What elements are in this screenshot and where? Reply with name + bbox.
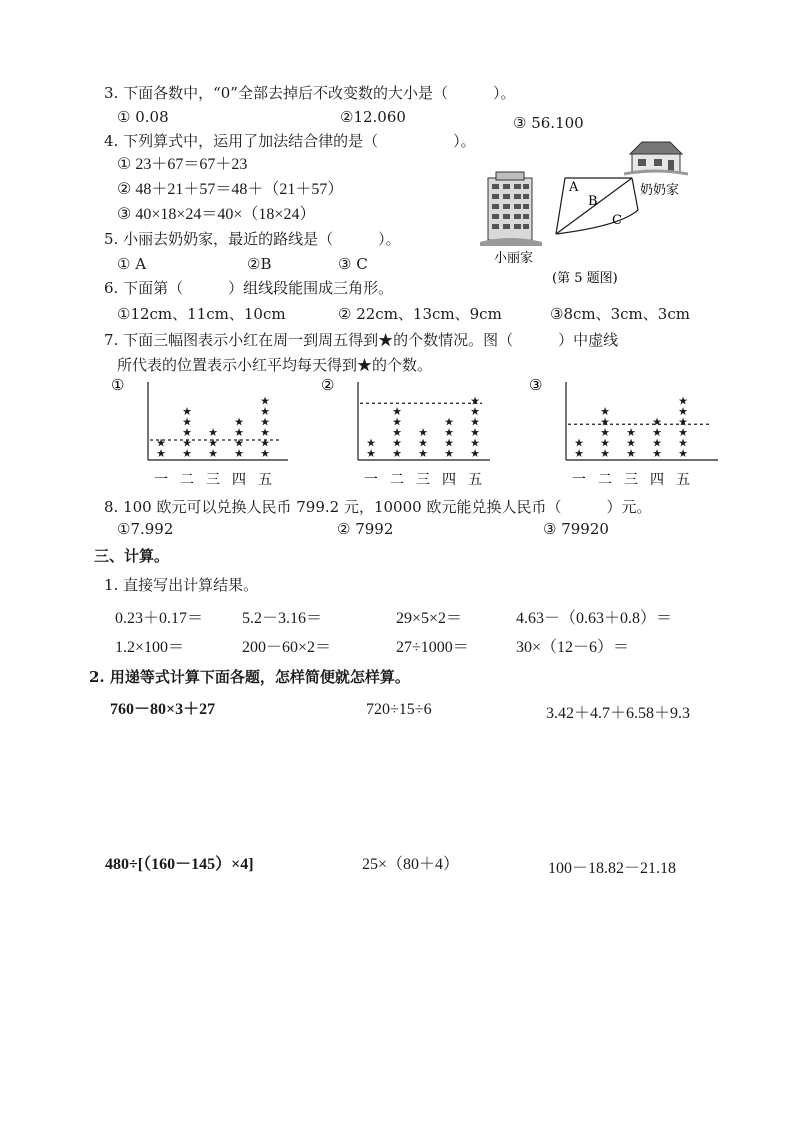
q4-stem: 4. 下列算式中，运用了加法结合律的是（ ）。 bbox=[104, 132, 476, 150]
star-mark: ★ bbox=[652, 415, 662, 429]
star-mark: ★ bbox=[574, 447, 584, 460]
star-mark: ★ bbox=[678, 426, 688, 439]
star-mark: ★ bbox=[652, 426, 662, 439]
star-mark: ★ bbox=[626, 426, 636, 439]
category-label: 二 bbox=[180, 472, 194, 488]
q5-stem: 5. 小丽去奶奶家，最近的路线是（ ）。 bbox=[104, 230, 401, 248]
calc2-r1-c1: 760－80×3＋27 bbox=[110, 701, 216, 718]
star-mark: ★ bbox=[366, 436, 376, 450]
q8-stem: 8. 100 欧元可以兑换人民币 799.2 元，10000 欧元能兑换人民币（ ）元。 bbox=[104, 498, 652, 516]
calc1-r1-c4: 4.63－（0.63＋0.8）＝ bbox=[516, 610, 673, 627]
calc1-r1-c3: 29×5×2＝ bbox=[396, 610, 463, 627]
star-mark: ★ bbox=[444, 415, 454, 429]
calc1-r2-c1: 1.2×100＝ bbox=[115, 639, 185, 656]
xiaoli-home-label: 小丽家 bbox=[494, 251, 534, 266]
star-mark: ★ bbox=[444, 426, 454, 439]
star-mark: ★ bbox=[600, 415, 610, 429]
q8-option-3: ③ 79920 bbox=[543, 520, 609, 538]
apartment-building-icon bbox=[480, 172, 542, 246]
star-mark: ★ bbox=[418, 426, 428, 439]
calc2-r2-c3: 100－18.82－21.18 bbox=[548, 860, 677, 877]
star-mark: ★ bbox=[678, 394, 688, 408]
q8-option-1: ①7.992 bbox=[117, 520, 174, 538]
category-label: 二 bbox=[598, 472, 612, 488]
star-mark: ★ bbox=[418, 447, 428, 460]
category-label: 五 bbox=[468, 472, 482, 488]
q5-route-figure bbox=[470, 136, 720, 286]
star-mark: ★ bbox=[182, 436, 192, 450]
star-mark: ★ bbox=[418, 436, 428, 450]
panel-label: ③ bbox=[529, 376, 543, 394]
house-icon bbox=[624, 142, 688, 174]
pictograph-panel-2 bbox=[321, 376, 490, 488]
star-mark: ★ bbox=[392, 426, 402, 439]
star-mark: ★ bbox=[208, 447, 218, 460]
star-mark: ★ bbox=[470, 426, 480, 439]
star-mark: ★ bbox=[260, 405, 270, 418]
calc2-r1-c2: 720÷15÷6 bbox=[366, 701, 432, 718]
star-mark: ★ bbox=[444, 447, 454, 460]
star-mark: ★ bbox=[392, 436, 402, 450]
q7-pictographs bbox=[110, 376, 730, 492]
star-mark: ★ bbox=[208, 436, 218, 450]
q6-stem: 6. 下面第（ ）组线段能围成三角形。 bbox=[104, 279, 394, 297]
calc1-r1-c2: 5.2－3.16＝ bbox=[242, 610, 323, 627]
star-mark: ★ bbox=[678, 405, 688, 418]
route-c-label: C bbox=[612, 213, 622, 228]
star-mark: ★ bbox=[652, 436, 662, 450]
calc1-r2-c3: 27÷1000＝ bbox=[396, 639, 469, 656]
star-mark: ★ bbox=[234, 447, 244, 460]
star-mark: ★ bbox=[470, 405, 480, 418]
star-mark: ★ bbox=[234, 436, 244, 450]
panel-label: ① bbox=[111, 376, 125, 394]
calc2-r1-c3: 3.42＋4.7＋6.58＋9.3 bbox=[546, 705, 691, 722]
grandma-house-label: 奶奶家 bbox=[640, 183, 680, 198]
star-mark: ★ bbox=[260, 447, 270, 460]
q7-line2: 所代表的位置表示小红平均每天得到★的个数。 bbox=[117, 356, 433, 374]
calc1-title: 1. 直接写出计算结果。 bbox=[104, 576, 259, 594]
q4-option-1: ① 23＋67＝67＋23 bbox=[117, 156, 248, 173]
calc2-r2-c1: 480÷[（160－145）×4] bbox=[105, 856, 254, 873]
q8-option-2: ② 7992 bbox=[337, 520, 394, 538]
star-mark: ★ bbox=[392, 405, 402, 418]
q7-line1: 7. 下面三幅图表示小红在周一到周五得到★的个数情况。图（ ）中虚线 bbox=[104, 331, 619, 349]
category-label: 三 bbox=[416, 472, 430, 488]
pictograph-panel-1 bbox=[111, 376, 288, 488]
star-mark: ★ bbox=[260, 394, 270, 408]
pictograph-panel-3 bbox=[529, 376, 718, 488]
q3-option-1: ① 0.08 bbox=[117, 108, 169, 126]
calc1-r1-c1: 0.23＋0.17＝ bbox=[115, 610, 204, 627]
q5-option-2: ②B bbox=[247, 255, 272, 273]
q6-option-3: ③8cm、3cm、3cm bbox=[550, 305, 690, 323]
star-mark: ★ bbox=[260, 436, 270, 450]
category-label: 四 bbox=[442, 472, 456, 488]
star-mark: ★ bbox=[652, 447, 662, 460]
q5-option-3: ③ C bbox=[338, 255, 368, 273]
star-mark: ★ bbox=[234, 426, 244, 439]
q3-option-3: ③ 56.100 bbox=[513, 114, 584, 132]
calc1-r2-c2: 200－60×2＝ bbox=[242, 639, 332, 656]
star-mark: ★ bbox=[678, 415, 688, 429]
star-mark: ★ bbox=[182, 447, 192, 460]
category-label: 二 bbox=[390, 472, 404, 488]
star-mark: ★ bbox=[182, 426, 192, 439]
category-label: 一 bbox=[572, 472, 586, 488]
star-mark: ★ bbox=[600, 436, 610, 450]
star-mark: ★ bbox=[208, 426, 218, 439]
category-label: 四 bbox=[650, 472, 664, 488]
route-a-label: A bbox=[569, 180, 579, 195]
category-label: 一 bbox=[364, 472, 378, 488]
star-mark: ★ bbox=[392, 415, 402, 429]
star-mark: ★ bbox=[600, 447, 610, 460]
q3-stem: 3. 下面各数中，“0”全部去掉后不改变数的大小是（ ）。 bbox=[104, 84, 516, 102]
star-mark: ★ bbox=[366, 447, 376, 460]
calc1-r2-c4: 30×（12－6）＝ bbox=[516, 639, 630, 656]
category-label: 三 bbox=[624, 472, 638, 488]
panel-label: ② bbox=[321, 376, 335, 394]
star-mark: ★ bbox=[470, 436, 480, 450]
figure-caption: (第 5 题图) bbox=[552, 271, 618, 286]
star-mark: ★ bbox=[574, 436, 584, 450]
category-label: 三 bbox=[206, 472, 220, 488]
star-mark: ★ bbox=[444, 436, 454, 450]
section-3-title: 三、计算。 bbox=[94, 547, 170, 565]
q6-option-1: ①12cm、11cm、10cm bbox=[117, 305, 286, 323]
q5-option-1: ① A bbox=[117, 255, 147, 273]
star-mark: ★ bbox=[182, 415, 192, 429]
category-label: 五 bbox=[258, 472, 272, 488]
star-mark: ★ bbox=[156, 447, 166, 460]
q6-option-2: ② 22cm、13cm、9cm bbox=[338, 305, 502, 323]
category-label: 一 bbox=[154, 472, 168, 488]
star-mark: ★ bbox=[156, 436, 166, 450]
star-mark: ★ bbox=[600, 426, 610, 439]
star-mark: ★ bbox=[678, 447, 688, 460]
star-mark: ★ bbox=[234, 415, 244, 429]
star-mark: ★ bbox=[392, 447, 402, 460]
star-mark: ★ bbox=[470, 415, 480, 429]
star-mark: ★ bbox=[626, 436, 636, 450]
category-label: 四 bbox=[232, 472, 246, 488]
calc2-title: 2. 用递等式计算下面各题，怎样简便就怎样算。 bbox=[89, 668, 410, 686]
route-b-label: B bbox=[588, 194, 598, 209]
star-mark: ★ bbox=[260, 426, 270, 439]
star-mark: ★ bbox=[600, 405, 610, 418]
q3-option-2: ②12.060 bbox=[340, 108, 406, 126]
star-mark: ★ bbox=[678, 436, 688, 450]
calc2-r2-c2: 25×（80＋4） bbox=[362, 856, 460, 873]
star-mark: ★ bbox=[260, 415, 270, 429]
q4-option-3: ③ 40×18×24＝40×（18×24） bbox=[117, 206, 316, 223]
star-mark: ★ bbox=[470, 394, 480, 408]
star-mark: ★ bbox=[626, 447, 636, 460]
star-mark: ★ bbox=[470, 447, 480, 460]
category-label: 五 bbox=[676, 472, 690, 488]
q4-option-2: ② 48＋21＋57＝48＋（21＋57） bbox=[117, 181, 344, 198]
star-mark: ★ bbox=[182, 405, 192, 418]
